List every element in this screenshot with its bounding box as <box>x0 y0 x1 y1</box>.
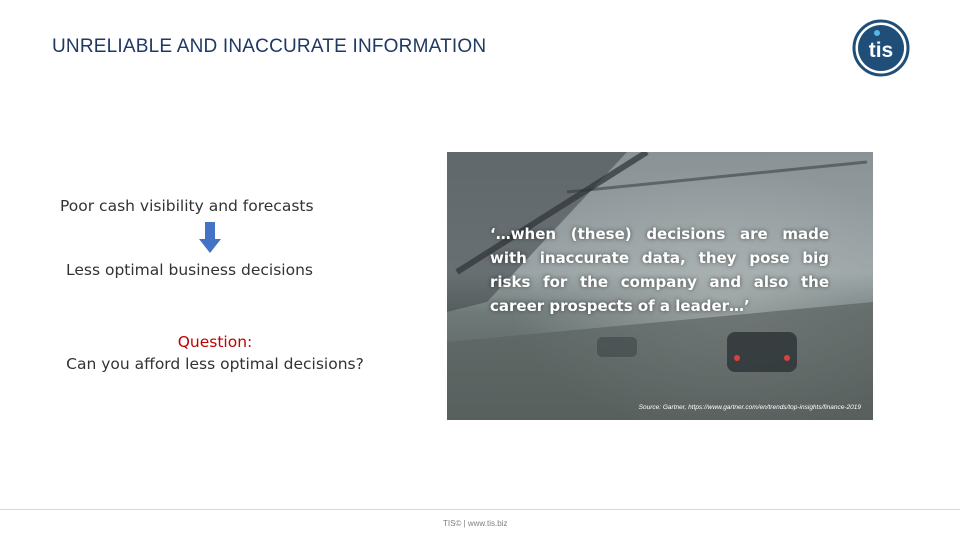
question-text: Can you afford less optimal decisions? <box>66 355 364 373</box>
question-block <box>40 331 390 375</box>
slide-title: UNRELIABLE AND INACCURATE INFORMATION <box>52 36 487 57</box>
footer-divider <box>0 509 960 510</box>
question-label: Question: <box>177 333 253 351</box>
cause-text: Poor cash visibility and forecasts <box>60 197 314 215</box>
rainy-windshield-photo <box>447 152 873 420</box>
source-citation: Source: Gartner, https://www.gartner.com/en/trends/top-insights/finance-2019 <box>638 404 861 411</box>
gartner-quote: ‘…when (these) decisions are made with inaccurate data, they pose big risks for the company and also the career prospects of a leader…’ <box>490 225 829 315</box>
effect-text: Less optimal business decisions <box>66 261 313 279</box>
logo-text: tis <box>868 39 894 62</box>
tis-logo <box>852 19 910 77</box>
down-arrow-icon <box>199 222 221 254</box>
footer-text: TIS© | www.tis.biz <box>443 519 508 528</box>
